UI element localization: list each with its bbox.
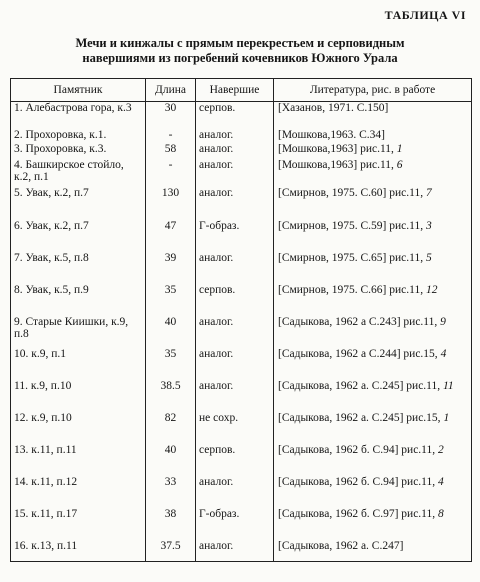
- table-row: [11, 159, 472, 187]
- monument-cell: 11. к.9, п.10: [11, 380, 146, 412]
- table-row: [11, 187, 472, 220]
- literature-text: [Садыкова, 1962 а. С.247]: [278, 539, 404, 552]
- figure-number: 1: [443, 411, 450, 424]
- literature-cell: [274, 380, 472, 412]
- pommel-cell: Г-образ.: [196, 508, 274, 540]
- length-cell: 82: [146, 412, 196, 444]
- literature-text: [Мошкова,1963] рис.11,: [278, 158, 394, 171]
- pommel-cell: аналог.: [196, 476, 274, 508]
- table-number-label: ТАБЛИЦА VI: [384, 8, 466, 22]
- literature-cell: [274, 102, 472, 129]
- monument-cell: 7. Увак, к.5, п.8: [11, 252, 146, 284]
- monument-cell: 8. Увак, к.5, п.9: [11, 284, 146, 316]
- pommel-cell: аналог.: [196, 380, 274, 412]
- column-header-monument: Памятник: [11, 79, 146, 102]
- length-cell: 37.5: [146, 540, 196, 562]
- table-row: [11, 412, 472, 444]
- pommel-cell: серпов.: [196, 102, 274, 129]
- column-header-literature: Литература, рис. в работе: [274, 79, 472, 102]
- figure-number: 4: [438, 475, 444, 488]
- literature-text: [Мошкова,1963] рис.11,: [278, 142, 394, 155]
- literature-text: [Садыкова, 1962 б. С.97] рис.11,: [278, 507, 436, 520]
- literature-cell: [274, 476, 472, 508]
- literature-cell: [274, 508, 472, 540]
- monument-cell: 2. Прохоровка, к.1.: [11, 129, 146, 143]
- length-cell: 47: [146, 220, 196, 252]
- length-cell: 35: [146, 284, 196, 316]
- figure-number: 4: [440, 347, 447, 360]
- table-row: [11, 129, 472, 143]
- table-row: [11, 316, 472, 348]
- figure-number: 12: [425, 283, 438, 296]
- column-header-pommel: Навершие: [196, 79, 274, 102]
- figure-number: 1: [396, 142, 403, 155]
- figure-number: 6: [396, 158, 403, 171]
- pommel-cell: аналог.: [196, 129, 274, 143]
- pommel-cell: аналог.: [196, 187, 274, 220]
- pommel-cell: серпов.: [196, 284, 274, 316]
- figure-number: 8: [438, 507, 444, 520]
- caption-line-2: навершиями из погребений кочевников Южного Урала: [82, 51, 398, 65]
- literature-text: [Мошкова,1963. С.34]: [278, 128, 386, 141]
- caption-line-1: Мечи и кинжалы с прямым перекрестьем и серповидным: [75, 36, 405, 50]
- pommel-cell: аналог.: [196, 348, 274, 380]
- pommel-cell: не сохр.: [196, 412, 274, 444]
- length-cell: -: [146, 129, 196, 143]
- column-header-length: Длина: [146, 79, 196, 102]
- pommel-cell: серпов.: [196, 444, 274, 476]
- monument-cell: 6. Увак, к.2, п.7: [11, 220, 146, 252]
- literature-text: [Смирнов, 1975. С.60] рис.11,: [278, 186, 424, 199]
- literature-cell: [274, 316, 472, 348]
- length-cell: 39: [146, 252, 196, 284]
- literature-cell: [274, 444, 472, 476]
- monument-cell: 1. Алебастрова гора, к.3: [11, 102, 146, 129]
- monument-cell: 5. Увак, к.2, п.7: [11, 187, 146, 220]
- table-body: [11, 102, 472, 562]
- table-row: [11, 540, 472, 562]
- literature-text: [Смирнов, 1975. С.59] рис.11,: [278, 219, 424, 232]
- length-cell: 40: [146, 444, 196, 476]
- literature-text: [Хазанов, 1971. С.150]: [278, 102, 389, 114]
- table-row: [11, 252, 472, 284]
- literature-text: [Садыкова, 1962 а. С.245] рис.11,: [278, 379, 441, 392]
- length-cell: 33: [146, 476, 196, 508]
- pommel-cell: аналог.: [196, 252, 274, 284]
- length-cell: 30: [146, 102, 196, 129]
- table-row: [11, 380, 472, 412]
- literature-cell: [274, 187, 472, 220]
- table-row: [11, 508, 472, 540]
- pommel-cell: аналог.: [196, 143, 274, 159]
- length-cell: 130: [146, 187, 196, 220]
- table-row: [11, 444, 472, 476]
- monument-cell: 14. к.11, п.12: [11, 476, 146, 508]
- literature-cell: [274, 348, 472, 380]
- monument-cell: 15. к.11, п.17: [11, 508, 146, 540]
- length-cell: 38: [146, 508, 196, 540]
- figure-number: 3: [425, 219, 432, 232]
- literature-text: [Смирнов, 1975. С.66] рис.11,: [278, 283, 424, 296]
- figure-number: 5: [425, 251, 432, 264]
- monument-cell: 9. Старые Киишки, к.9, п.8: [11, 316, 146, 348]
- literature-cell: [274, 143, 472, 159]
- literature-cell: [274, 540, 472, 562]
- weapons-table: [10, 78, 472, 562]
- literature-text: [Садыкова, 1962 а С.243] рис.11,: [278, 315, 438, 328]
- length-cell: 38.5: [146, 380, 196, 412]
- table-row: [11, 284, 472, 316]
- table-row: [11, 476, 472, 508]
- table-row: [11, 348, 472, 380]
- length-cell: -: [146, 159, 196, 187]
- literature-cell: [274, 412, 472, 444]
- monument-cell: 13. к.11, п.11: [11, 444, 146, 476]
- length-cell: 40: [146, 316, 196, 348]
- literature-cell: [274, 220, 472, 252]
- literature-cell: [274, 252, 472, 284]
- literature-cell: [274, 129, 472, 143]
- pommel-cell: Г-образ.: [196, 220, 274, 252]
- pommel-cell: аналог.: [196, 316, 274, 348]
- table-caption: [0, 36, 480, 66]
- monument-cell: 4. Башкирское стойло, к.2, п.1: [11, 159, 146, 187]
- length-cell: 58: [146, 143, 196, 159]
- pommel-cell: аналог.: [196, 159, 274, 187]
- pommel-cell: аналог.: [196, 540, 274, 562]
- literature-text: [Садыкова, 1962 б. С.94] рис.11,: [278, 443, 436, 456]
- monument-cell: 3. Прохоровка, к.3.: [11, 143, 146, 159]
- monument-cell: 10. к.9, п.1: [11, 348, 146, 380]
- length-cell: 35: [146, 348, 196, 380]
- table-row: [11, 143, 472, 159]
- table-header-row: [11, 79, 472, 102]
- literature-text: [Смирнов, 1975. С.65] рис.11,: [278, 251, 424, 264]
- monument-cell: 12. к.9, п.10: [11, 412, 146, 444]
- figure-number: 9: [440, 315, 446, 328]
- table-row: [11, 220, 472, 252]
- literature-cell: [274, 159, 472, 187]
- literature-cell: [274, 284, 472, 316]
- figure-number: 11: [443, 379, 454, 392]
- figure-number: 2: [438, 443, 444, 456]
- table-row: [11, 102, 472, 129]
- monument-cell: 16. к.13, п.11: [11, 540, 146, 562]
- literature-text: [Садыкова, 1962 а. С.245] рис.15,: [278, 411, 441, 424]
- literature-text: [Садыкова, 1962 а С.244] рис.15,: [278, 347, 438, 360]
- literature-text: [Садыкова, 1962 б. С.94] рис.11,: [278, 475, 436, 488]
- figure-number: 7: [425, 186, 432, 199]
